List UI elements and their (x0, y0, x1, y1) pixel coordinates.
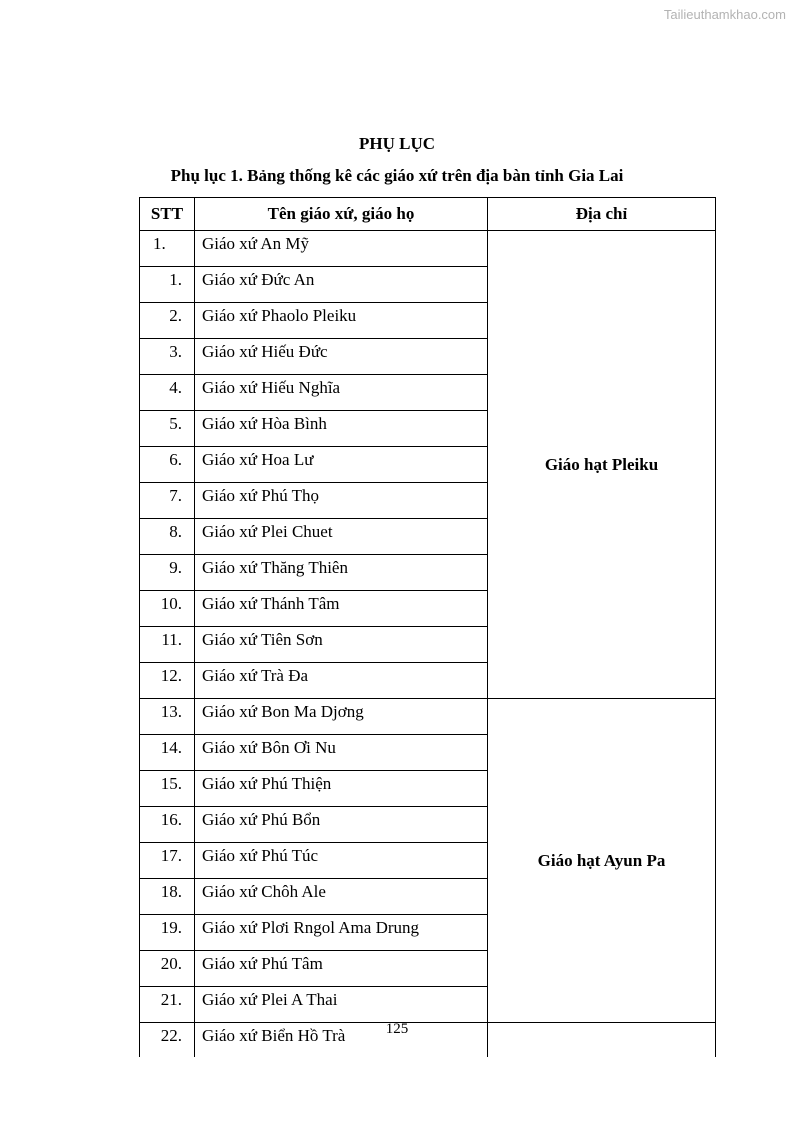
parish-table (139, 197, 716, 1057)
cell-parish-name: Giáo xứ Plei Chuet (195, 519, 488, 555)
cell-stt: 11. (140, 627, 195, 663)
cell-parish-name: Giáo xứ Plơi Rngol Ama Drung (195, 915, 488, 951)
cell-stt: 20. (140, 951, 195, 987)
cell-parish-name: Giáo xứ Phú Bổn (195, 807, 488, 843)
watermark: Tailieuthamkhao.com (663, 7, 786, 22)
table-row (140, 231, 716, 267)
cell-stt: 7. (140, 483, 195, 519)
cell-parish-name: Giáo xứ Phú Túc (195, 843, 488, 879)
cell-parish-name: Giáo xứ Plei A Thai (195, 987, 488, 1023)
header-address: Địa chỉ (488, 198, 716, 231)
cell-parish-name: Giáo xứ Trà Đa (195, 663, 488, 699)
cell-stt: 8. (140, 519, 195, 555)
cell-parish-name: Giáo xứ Tiên Sơn (195, 627, 488, 663)
cell-parish-name: Giáo xứ Chôh Ale (195, 879, 488, 915)
cell-stt: 18. (140, 879, 195, 915)
cell-stt: 15. (140, 771, 195, 807)
cell-stt: 1. (140, 267, 195, 303)
cell-stt: 10. (140, 591, 195, 627)
cell-stt: 3. (140, 339, 195, 375)
cell-stt: 9. (140, 555, 195, 591)
cell-deanery: Giáo hạt Ayun Pa (488, 699, 716, 1023)
cell-stt: 4. (140, 375, 195, 411)
cell-parish-name: Giáo xứ Biển Hồ Trà (195, 1023, 488, 1058)
cell-parish-name: Giáo xứ Phú Thọ (195, 483, 488, 519)
cell-stt: 19. (140, 915, 195, 951)
cell-deanery: Giáo hạt Pleiku (488, 231, 716, 699)
cell-stt: 6. (140, 447, 195, 483)
cell-stt: 13. (140, 699, 195, 735)
cell-stt: 16. (140, 807, 195, 843)
table-body (140, 231, 716, 1058)
cell-parish-name: Giáo xứ Đức An (195, 267, 488, 303)
table-row (140, 699, 716, 735)
table-caption: Phụ lục 1. Bảng thống kê các giáo xứ trên địa bàn tỉnh Gia Lai (170, 166, 624, 185)
cell-parish-name: Giáo xứ Bon Ma Djơng (195, 699, 488, 735)
table-header-row (140, 198, 716, 231)
page-title: PHỤ LỤC (358, 134, 436, 153)
cell-parish-name: Giáo xứ Hiếu Đức (195, 339, 488, 375)
cell-stt: 1. (140, 231, 195, 267)
cell-parish-name: Giáo xứ Phú Thiện (195, 771, 488, 807)
cell-parish-name: Giáo xứ Hòa Bình (195, 411, 488, 447)
cell-parish-name: Giáo xứ Hoa Lư (195, 447, 488, 483)
cell-parish-name: Giáo xứ Thánh Tâm (195, 591, 488, 627)
cell-stt: 14. (140, 735, 195, 771)
cell-parish-name: Giáo xứ Phaolo Pleiku (195, 303, 488, 339)
cell-stt: 21. (140, 987, 195, 1023)
cell-stt: 22. (140, 1023, 195, 1058)
cell-parish-name: Giáo xứ Thăng Thiên (195, 555, 488, 591)
header-stt: STT (140, 198, 195, 231)
cell-parish-name: Giáo xứ Hiếu Nghĩa (195, 375, 488, 411)
cell-stt: 12. (140, 663, 195, 699)
cell-stt: 5. (140, 411, 195, 447)
cell-parish-name: Giáo xứ Bôn Ơi Nu (195, 735, 488, 771)
cell-parish-name: Giáo xứ An Mỹ (195, 231, 488, 267)
cell-stt: 2. (140, 303, 195, 339)
cell-stt: 17. (140, 843, 195, 879)
header-name: Tên giáo xứ, giáo họ (195, 198, 488, 231)
page-number: 125 (385, 1021, 409, 1037)
cell-parish-name: Giáo xứ Phú Tâm (195, 951, 488, 987)
